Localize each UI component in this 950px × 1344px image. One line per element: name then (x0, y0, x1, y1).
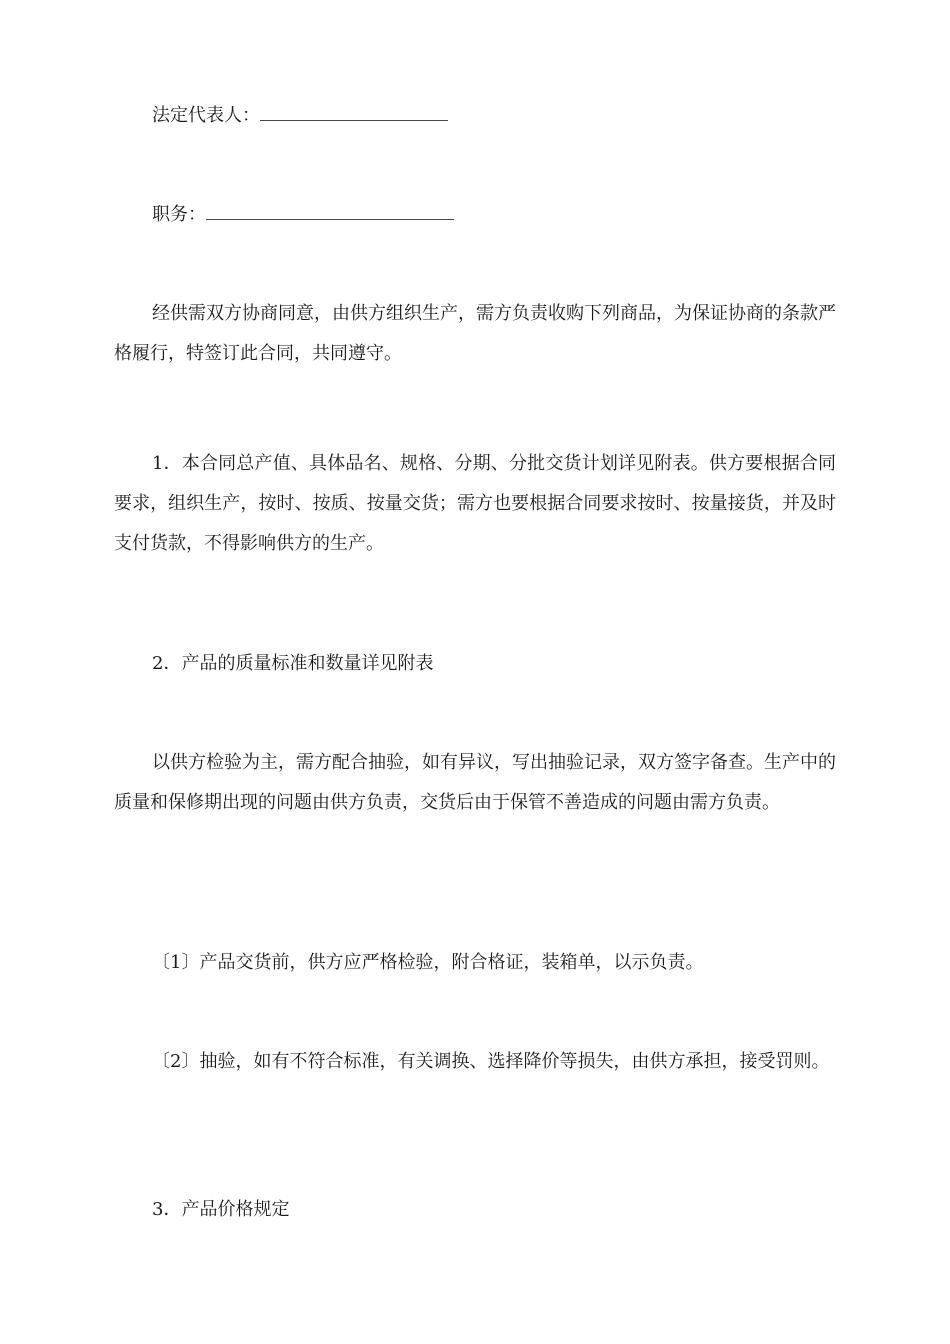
item-2-paragraph: 〔2〕抽验，如有不符合标准，有关调换、选择降价等损失，由供方承担，接受罚则。 (152, 1051, 830, 1072)
position-label: 职务： (152, 204, 206, 225)
legal-representative-field (152, 96, 448, 136)
clause-3-title: 3．产品价格规定 (152, 1199, 290, 1220)
clause-1-paragraph: 1．本合同总产值、具体品名、规格、分期、分批交货计划详见附表。供方要根据合同要求，组织生产，按时、按质、按量交货；需方也要根据合同要求按时、按量接货，并及时支付货款，不得影响供方的生产。 (114, 453, 836, 554)
clause-2-title: 2．产品的质量标准和数量详见附表 (152, 653, 434, 674)
position-field (152, 195, 454, 235)
item-1-paragraph: 〔1〕产品交货前，供方应严格检验，附合格证，装箱单，以示负责。 (152, 952, 704, 973)
legal-representative-blank (260, 106, 448, 121)
position-blank (206, 205, 454, 220)
legal-representative-label: 法定代表人： (152, 105, 260, 126)
inspection-paragraph: 以供方检验为主，需方配合抽验，如有异议，写出抽验记录，双方签字备查。生产中的质量和保修期出现的问题由供方负责，交货后由于保管不善造成的问题由需方负责。 (114, 752, 836, 813)
intro-paragraph: 经供需双方协商同意，由供方组织生产，需方负责收购下列商品，为保证协商的条款严格履行，特签订此合同，共同遵守。 (114, 303, 836, 364)
